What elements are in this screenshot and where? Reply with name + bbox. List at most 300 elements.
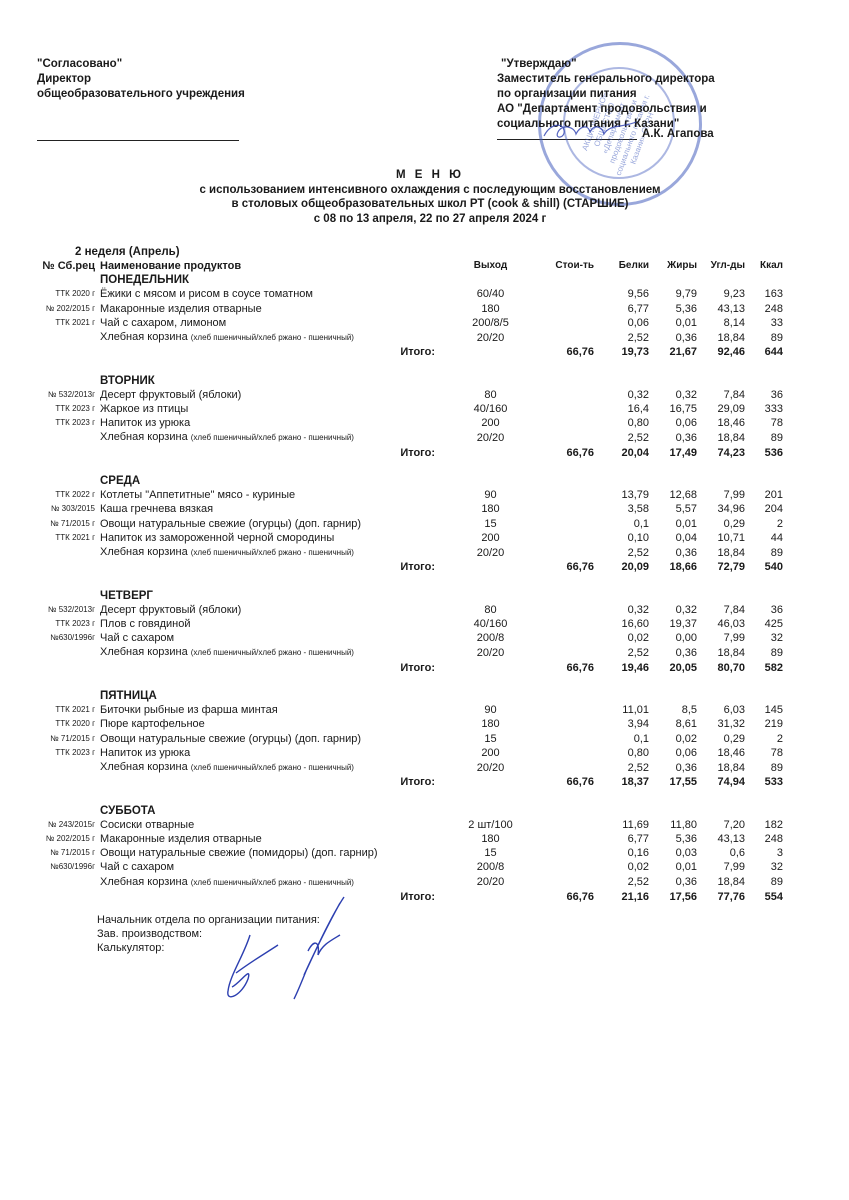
dish-name	[98, 746, 443, 760]
kcal-value: 182	[764, 818, 783, 831]
total-carbs: 92,46	[717, 346, 745, 359]
total-cost: 66,76	[566, 346, 594, 359]
stamp-text: АКЦИОНЕРНОЕ ОБЩЕСТВО «Департамент продовольствия и социального питания г. Казани» ОГРН	[580, 90, 656, 177]
dish-name	[98, 818, 443, 832]
carbs-value: 43,13	[717, 833, 745, 846]
fat-value: 0,36	[675, 546, 697, 559]
table-header-row	[30, 259, 783, 273]
empty-cell	[594, 804, 649, 818]
empty-cell	[594, 273, 649, 287]
fat-value: 0,36	[675, 331, 697, 344]
fat-value: 0,36	[675, 646, 697, 659]
total-fat: 17,49	[669, 446, 697, 459]
total-kcal: 582	[764, 661, 783, 674]
recipe-code: №630/1996г	[50, 633, 95, 643]
menu-item-row	[30, 603, 783, 617]
spacer-cell	[30, 574, 98, 588]
dish-name-text: Жаркое из птицы	[100, 403, 189, 416]
day-name: ПОНЕДЕЛЬНИК	[100, 274, 189, 287]
recipe-code: №630/1996г	[50, 862, 95, 872]
portion-output: 20/20	[476, 646, 505, 659]
approver-signature-icon	[540, 118, 640, 144]
fat-value: 11,80	[670, 818, 697, 831]
recipe-code: № 202/2015 г	[45, 834, 95, 844]
menu-item-row	[30, 502, 783, 516]
day-spacer-row	[30, 789, 783, 803]
kcal-value: 44	[770, 531, 783, 544]
dish-name	[98, 416, 443, 430]
empty-cell	[538, 474, 594, 488]
col-header-protein: Белки	[618, 260, 649, 271]
col-header-output: Выход	[473, 260, 508, 271]
total-cost: 66,76	[566, 890, 594, 903]
col-header-name: Наименование продуктов	[100, 260, 242, 272]
carbs-value: 6,03	[723, 704, 745, 717]
protein-value: 2,52	[627, 761, 649, 774]
dish-name	[98, 732, 443, 746]
total-protein: 18,37	[621, 776, 649, 789]
day-spacer-row	[30, 359, 783, 373]
empty-cell	[745, 804, 783, 818]
kcal-value: 33	[770, 316, 783, 329]
carbs-value: 18,84	[717, 876, 745, 889]
dish-name-text: Сосиски отварные	[100, 818, 195, 831]
menu-table	[30, 259, 783, 904]
kcal-value: 89	[770, 431, 783, 444]
day-name: СРЕДА	[100, 475, 141, 488]
recipe-code: ТТК 2020 г	[55, 719, 95, 729]
protein-value: 16,4	[627, 403, 649, 416]
fat-value: 0,01	[675, 316, 697, 329]
dish-name-text: Чай с сахаром	[100, 632, 175, 645]
dish-name-text: Чай с сахаром, лимоном	[100, 316, 227, 329]
day-total-row	[30, 890, 783, 904]
total-code-cell	[30, 775, 98, 789]
cost-cell	[538, 402, 594, 416]
fat-value: 5,57	[675, 503, 697, 516]
menu-item-row	[30, 860, 783, 874]
portion-output: 200/8	[476, 861, 505, 874]
fat-value: 0,06	[675, 417, 697, 430]
recipe-code	[30, 545, 98, 560]
total-protein: 20,04	[621, 446, 649, 459]
fat-value: 0,36	[675, 761, 697, 774]
day-code-cell	[30, 689, 98, 703]
title-line-1: с использованием интенсивного охлаждения с последующим восстановлением	[199, 183, 661, 196]
week-label: 2 неделя (Апрель)	[75, 246, 180, 258]
carbs-value: 18,84	[717, 331, 745, 344]
dish-name	[98, 631, 443, 645]
total-code-cell	[30, 560, 98, 574]
fat-value: 0,36	[675, 431, 697, 444]
day-code-cell	[30, 273, 98, 287]
dish-name-text: Хлебная корзина	[100, 431, 188, 444]
fat-value: 0,36	[675, 876, 697, 889]
dish-name	[98, 517, 443, 531]
dish-name-text: Овощи натуральные свежие (огурцы) (доп. гарнир)	[100, 517, 362, 530]
total-fat: 20,05	[669, 661, 697, 674]
fat-value: 0,03	[675, 847, 697, 860]
recipe-code	[30, 430, 98, 445]
carbs-value: 43,13	[717, 302, 745, 315]
dish-name	[98, 846, 443, 860]
menu-item-row	[30, 488, 783, 502]
cost-cell	[538, 388, 594, 402]
protein-value: 11,01	[622, 704, 649, 717]
dish-name-text: Хлебная корзина	[100, 646, 188, 659]
portion-output: 20/20	[476, 546, 505, 559]
cost-cell	[538, 302, 594, 316]
carbs-value: 18,46	[717, 746, 745, 759]
portion-output: 15	[484, 517, 497, 530]
total-kcal: 644	[764, 346, 783, 359]
protein-value: 0,80	[627, 746, 649, 759]
bread-note: (хлеб пшеничный/хлеб ржано - пшеничный)	[190, 877, 354, 887]
bread-note: (хлеб пшеничный/хлеб ржано - пшеничный)	[190, 763, 354, 773]
menu-item-row	[30, 631, 783, 645]
empty-cell	[649, 273, 697, 287]
total-carbs: 74,94	[717, 776, 745, 789]
cost-cell	[538, 416, 594, 430]
total-output-cell	[443, 560, 538, 574]
recipe-code: ТТК 2021 г	[55, 317, 95, 327]
kcal-value: 248	[764, 302, 783, 315]
fat-value: 0,01	[675, 861, 697, 874]
total-label: Итого:	[400, 561, 435, 574]
empty-cell	[538, 589, 594, 603]
kcal-value: 204	[764, 503, 783, 516]
fat-value: 0,04	[675, 531, 697, 544]
fat-value: 8,61	[675, 718, 697, 731]
dish-name	[98, 316, 443, 330]
day-header-row	[30, 474, 783, 488]
empty-cell	[745, 589, 783, 603]
approval-right-org: АО "Департамент продовольствия и	[497, 103, 707, 115]
protein-value: 0,10	[627, 531, 649, 544]
protein-value: 2,52	[627, 331, 649, 344]
empty-cell	[594, 474, 649, 488]
dish-name	[98, 617, 443, 631]
menu-item-row	[30, 388, 783, 402]
menu-item-row	[30, 531, 783, 545]
day-header-row	[30, 374, 783, 388]
cost-cell	[538, 818, 594, 832]
dish-name-text: Пюре картофельное	[100, 718, 205, 731]
total-output-cell	[443, 661, 538, 675]
protein-value: 13,79	[621, 489, 649, 502]
fat-value: 9,79	[675, 288, 697, 301]
protein-value: 0,80	[627, 417, 649, 430]
recipe-code: ТТК 2023 г	[55, 404, 95, 414]
cost-cell	[538, 330, 594, 345]
cost-cell	[538, 732, 594, 746]
bread-note: (хлеб пшеничный/хлеб ржано - пшеничный)	[190, 333, 354, 343]
empty-cell	[538, 273, 594, 287]
total-carbs: 80,70	[717, 661, 745, 674]
menu-item-row	[30, 846, 783, 860]
dish-name-text: Овощи натуральные свежие (огурцы) (доп. гарнир)	[100, 732, 362, 745]
recipe-code	[30, 645, 98, 660]
dish-name	[98, 603, 443, 617]
total-fat: 17,55	[669, 776, 697, 789]
kcal-value: 3	[776, 847, 783, 860]
bread-note: (хлеб пшеничный/хлеб ржано - пшеничный)	[190, 433, 354, 443]
dish-name	[98, 645, 443, 660]
kcal-value: 201	[764, 489, 783, 502]
approval-left-position: Директор	[37, 73, 91, 85]
portion-output: 40/160	[473, 618, 508, 631]
total-label: Итого:	[400, 661, 435, 674]
cost-cell	[538, 832, 594, 846]
portion-output: 200/8/5	[472, 316, 509, 329]
total-cost: 66,76	[566, 561, 594, 574]
dish-name-text: Десерт фруктовый (яблоки)	[100, 603, 242, 616]
day-total-row	[30, 560, 783, 574]
protein-value: 11,69	[622, 818, 649, 831]
total-label: Итого:	[400, 446, 435, 459]
total-output-cell	[443, 446, 538, 460]
dish-name	[98, 402, 443, 416]
dish-name	[98, 545, 443, 560]
protein-value: 0,02	[627, 861, 649, 874]
total-carbs: 77,76	[717, 890, 745, 903]
carbs-value: 7,84	[723, 388, 745, 401]
menu-item-row	[30, 746, 783, 760]
portion-output: 200	[481, 746, 500, 759]
empty-cell	[538, 689, 594, 703]
carbs-value: 0,6	[729, 847, 745, 860]
protein-value: 0,06	[627, 316, 649, 329]
portion-output: 180	[481, 833, 500, 846]
approval-left-title: "Согласовано"	[37, 58, 123, 70]
signature-line-left	[37, 140, 239, 141]
protein-value: 0,32	[627, 603, 649, 616]
menu-item-row	[30, 316, 783, 330]
portion-output: 180	[481, 302, 500, 315]
cost-cell	[538, 430, 594, 445]
carbs-value: 18,46	[717, 417, 745, 430]
empty-cell	[443, 474, 538, 488]
total-fat: 21,67	[669, 346, 697, 359]
menu-item-row	[30, 430, 783, 445]
dish-name	[98, 287, 443, 301]
recipe-code: № 71/2015 г	[50, 848, 95, 858]
fat-value: 0,01	[675, 517, 697, 530]
kcal-value: 219	[764, 718, 783, 731]
carbs-value: 18,84	[717, 431, 745, 444]
fat-value: 0,32	[675, 603, 697, 616]
menu-item-row	[30, 760, 783, 775]
empty-cell	[443, 374, 538, 388]
portion-output: 60/40	[476, 288, 505, 301]
protein-value: 9,56	[627, 288, 649, 301]
dish-name-text: Напиток из урюка	[100, 417, 191, 430]
carbs-value: 9,23	[723, 288, 745, 301]
menu-item-row	[30, 545, 783, 560]
protein-value: 3,94	[627, 718, 649, 731]
protein-value: 2,52	[627, 431, 649, 444]
total-output-cell	[443, 775, 538, 789]
portion-output: 40/160	[473, 403, 508, 416]
protein-value: 6,77	[627, 833, 649, 846]
carbs-value: 0,29	[723, 732, 745, 745]
dish-name	[98, 875, 443, 890]
kcal-value: 89	[770, 331, 783, 344]
menu-item-row	[30, 416, 783, 430]
day-name: СУББОТА	[100, 804, 156, 817]
kcal-value: 2	[776, 517, 783, 530]
total-cost: 66,76	[566, 446, 594, 459]
portion-output: 200	[481, 531, 500, 544]
dish-name-text: Биточки рыбные из фарша минтая	[100, 704, 278, 717]
empty-cell	[745, 474, 783, 488]
day-code-cell	[30, 804, 98, 818]
day-header-row	[30, 689, 783, 703]
empty-cell	[745, 273, 783, 287]
carbs-value: 31,32	[717, 718, 745, 731]
fat-value: 0,32	[675, 388, 697, 401]
kcal-value: 2	[776, 732, 783, 745]
empty-cell	[745, 374, 783, 388]
cost-cell	[538, 875, 594, 890]
recipe-code: № 243/2015г	[47, 819, 95, 829]
approval-right-position: Заместитель генерального директора	[497, 73, 715, 85]
dish-name-text: Напиток из урюка	[100, 746, 191, 759]
portion-output: 20/20	[476, 761, 505, 774]
recipe-code: ТТК 2021 г	[55, 705, 95, 715]
fat-value: 5,36	[675, 302, 697, 315]
total-label: Итого:	[400, 890, 435, 903]
approval-right-title: "Утверждаю"	[501, 58, 577, 70]
cost-cell	[538, 645, 594, 660]
empty-cell	[649, 374, 697, 388]
cost-cell	[538, 717, 594, 731]
footer-calculator: Калькулятор:	[97, 942, 165, 954]
spacer-cell	[30, 359, 98, 373]
day-name: ЧЕТВЕРГ	[100, 589, 153, 602]
cost-cell	[538, 517, 594, 531]
total-fat: 17,56	[669, 890, 697, 903]
total-protein: 19,46	[621, 661, 649, 674]
col-header-kcal: Ккал	[759, 260, 783, 271]
fat-value: 8,5	[681, 704, 697, 717]
kcal-value: 89	[770, 546, 783, 559]
empty-cell	[697, 689, 745, 703]
kcal-value: 333	[764, 403, 783, 416]
kcal-value: 248	[764, 833, 783, 846]
portion-output: 80	[484, 388, 497, 401]
footer-head-of-dept: Начальник отдела по организации питания:	[97, 914, 320, 926]
empty-cell	[697, 374, 745, 388]
recipe-code: № 71/2015 г	[50, 518, 95, 528]
total-kcal: 554	[764, 890, 783, 903]
total-protein: 20,09	[621, 561, 649, 574]
menu-item-row	[30, 330, 783, 345]
cost-cell	[538, 846, 594, 860]
total-cost: 66,76	[566, 776, 594, 789]
empty-cell	[443, 273, 538, 287]
total-kcal: 540	[764, 561, 783, 574]
dish-name-text: Макаронные изделия отварные	[100, 302, 262, 315]
empty-cell	[649, 474, 697, 488]
dish-name-text: Ёжики с мясом и рисом в соусе томатном	[100, 288, 313, 301]
cost-cell	[538, 746, 594, 760]
empty-cell	[538, 804, 594, 818]
empty-cell	[649, 804, 697, 818]
carbs-value: 10,71	[717, 531, 745, 544]
empty-cell	[538, 374, 594, 388]
carbs-value: 7,99	[723, 632, 745, 645]
day-code-cell	[30, 474, 98, 488]
total-output-cell	[443, 890, 538, 904]
empty-cell	[594, 374, 649, 388]
recipe-code: ТТК 2023 г	[55, 418, 95, 428]
recipe-code: № 71/2015 г	[50, 733, 95, 743]
carbs-value: 29,09	[717, 403, 745, 416]
menu-item-row	[30, 645, 783, 660]
recipe-code	[30, 760, 98, 775]
portion-output: 15	[484, 732, 497, 745]
total-protein: 19,73	[621, 346, 649, 359]
kcal-value: 36	[770, 388, 783, 401]
carbs-value: 7,20	[723, 818, 745, 831]
day-code-cell	[30, 589, 98, 603]
total-protein: 21,16	[621, 890, 649, 903]
menu-item-row	[30, 717, 783, 731]
recipe-code: № 202/2015 г	[45, 303, 95, 313]
spacer-cell	[30, 675, 98, 689]
bread-note: (хлеб пшеничный/хлеб ржано - пшеничный)	[190, 648, 354, 658]
dish-name	[98, 531, 443, 545]
carbs-value: 0,29	[723, 517, 745, 530]
cost-cell	[538, 316, 594, 330]
dish-name	[98, 330, 443, 345]
document-title	[150, 168, 710, 226]
dish-name-text: Котлеты "Аппетитные" мясо - куриные	[100, 489, 296, 502]
portion-output: 20/20	[476, 876, 505, 889]
carbs-value: 34,96	[717, 503, 745, 516]
fat-value: 0,06	[675, 746, 697, 759]
fat-value: 0,02	[675, 732, 697, 745]
dish-name	[98, 430, 443, 445]
cost-cell	[538, 860, 594, 874]
total-code-cell	[30, 345, 98, 359]
total-code-cell	[30, 446, 98, 460]
total-fat: 18,66	[669, 561, 697, 574]
col-header-carbs: Угл-ды	[710, 260, 745, 271]
protein-value: 0,1	[633, 517, 649, 530]
recipe-code	[30, 330, 98, 345]
cost-cell	[538, 617, 594, 631]
fat-value: 12,68	[669, 489, 697, 502]
col-header-fat: Жиры	[667, 260, 697, 271]
recipe-code: ТТК 2023 г	[55, 619, 95, 629]
portion-output: 20/20	[476, 331, 505, 344]
portion-output: 90	[484, 489, 497, 502]
title-dates: с 08 по 13 апреля, 22 по 27 апреля 2024 г	[313, 212, 547, 225]
dish-name-text: Чай с сахаром	[100, 861, 175, 874]
day-header-row	[30, 273, 783, 287]
dish-name-text: Хлебная корзина	[100, 331, 188, 344]
dish-name-text: Плов с говядиной	[100, 618, 191, 631]
protein-value: 0,16	[627, 847, 649, 860]
menu-item-row	[30, 832, 783, 846]
total-kcal: 536	[764, 446, 783, 459]
title-line-2: в столовых общеобразовательных школ РТ (cook & shill) (СТАРШИЕ)	[231, 198, 629, 210]
kcal-value: 163	[764, 288, 783, 301]
dish-name-text: Десерт фруктовый (яблоки)	[100, 388, 242, 401]
protein-value: 3,58	[627, 503, 649, 516]
